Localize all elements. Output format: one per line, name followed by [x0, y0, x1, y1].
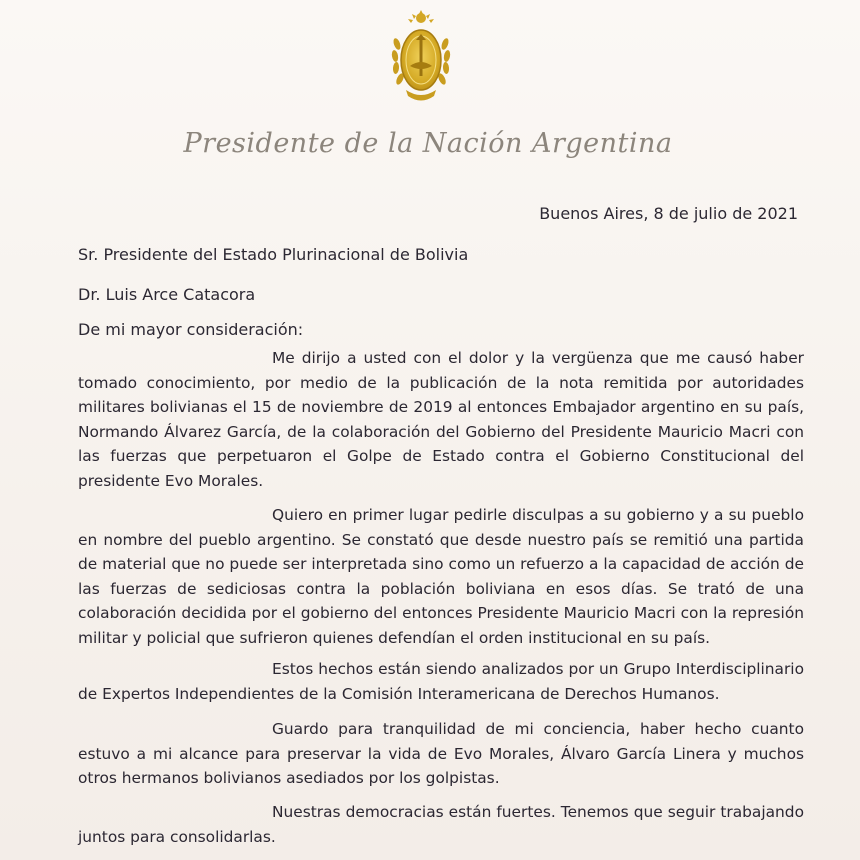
letter-date: Buenos Aires, 8 de julio de 2021: [539, 204, 798, 223]
body-paragraph: Guardo para tranquilidad de mi conciencia, haber hecho cuanto estuvo a mi alcance para preservar la vida de Evo Morales, Álvaro García Linera y muchos otros hermanos bolivianos asediados por los golpistas.: [78, 720, 804, 788]
coat-of-arms-icon: [388, 10, 454, 106]
body-paragraph: Estos hechos están siendo analizados por un Grupo Interdisciplinario de Expertos Independientes de la Comisión Interamericana de Derechos Humanos.: [78, 660, 804, 703]
letterhead-title: Presidente de la Nación Argentina: [183, 128, 673, 159]
recipient-name: Dr. Luis Arce Catacora: [78, 285, 256, 304]
body-paragraph: Me dirijo a usted con el dolor y la vergüenza que me causó haber tomado conocimiento, por medio de la publicación de la nota remitida por autoridades militares bolivianas el 15 de noviembre de 2019 al entonces Embajador argentino en su país, Normando Álvarez García, de la colaboración del Gobierno del Presidente Mauricio Macri con las fuerzas que perpetuaron el Golpe de Estado contra el Gobierno Constitucional del presidente Evo Morales.: [78, 349, 804, 490]
body-paragraph: Nuestras democracias están fuertes. Tenemos que seguir trabajando juntos para consolidarlas.: [78, 803, 804, 846]
recipient-title: Sr. Presidente del Estado Plurinacional de Bolivia: [78, 245, 469, 264]
body-paragraph: Quiero en primer lugar pedirle disculpas a su gobierno y a su pueblo en nombre del pueblo argentino. Se constató que desde nuestro país se remitió una partida de material que no puede ser interpretada sino como un refuerzo a la capacidad de acción de las fuerzas de sediciosas contra la población boliviana en esos días. Se trató de una colaboración decidida por el gobierno del entonces Presidente Mauricio Macri con la represión militar y policial que sufrieron quienes defendían el orden institucional en su país.: [78, 506, 804, 647]
salutation: De mi mayor consideración:: [78, 320, 304, 339]
